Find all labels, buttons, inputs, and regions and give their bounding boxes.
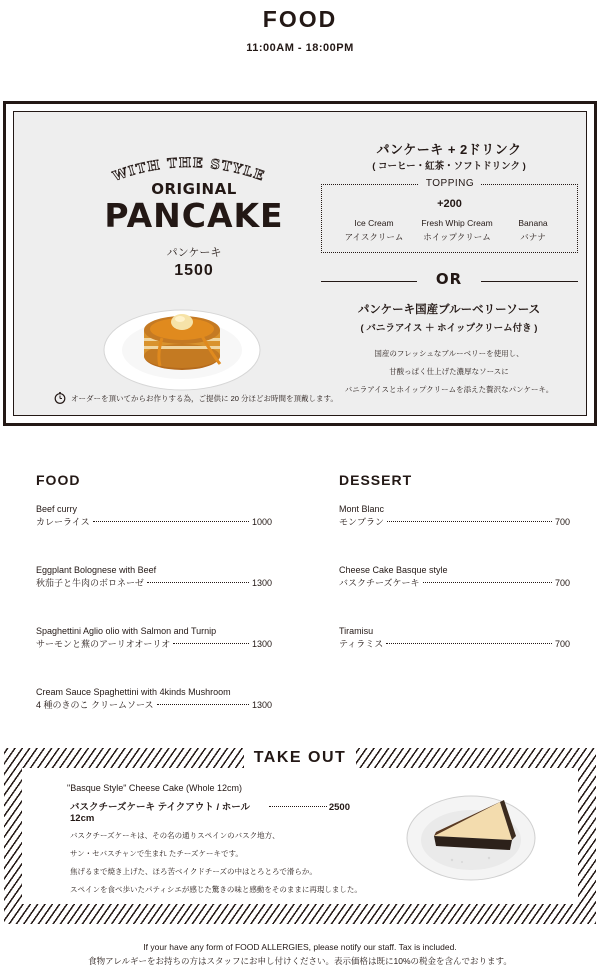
dessert-item — [339, 564, 570, 590]
topping-item-en: Fresh Whip Cream — [421, 218, 493, 228]
item-name-jp: モンブラン — [339, 517, 385, 527]
food-item — [36, 686, 272, 712]
cheesecake-plate-image — [404, 788, 538, 884]
item-name-jp: バスクチーズケーキ — [339, 578, 420, 588]
header-title: FOOD — [262, 6, 338, 32]
topping-item-ice-cream — [329, 216, 419, 244]
takeout-price: 2500 — [328, 802, 350, 813]
or-label: OR — [435, 270, 463, 288]
dot-leader — [269, 806, 327, 807]
topping-item-en: Banana — [518, 218, 548, 228]
topping-item-jp: ホイップクリーム — [423, 232, 491, 242]
item-name-jp: カレーライス — [36, 517, 90, 527]
or-divider-right — [481, 281, 578, 282]
dessert-heading: DESSERT — [339, 472, 413, 488]
topping-item-banana — [488, 216, 578, 244]
food-item — [36, 503, 272, 529]
food-heading: FOOD — [36, 472, 81, 488]
takeout-description — [70, 827, 390, 899]
dot-leader — [387, 521, 552, 522]
allergy-notice-jp: 食物アレルギーをお持ちの方はスタッフにお申し付けください。表示価格は既に10%の税金を含んでおります。 — [88, 956, 512, 966]
pancake-plate-image — [102, 284, 262, 394]
pancake-price: 1500 — [174, 262, 214, 279]
topping-label: TOPPING — [419, 178, 481, 189]
dessert-item — [339, 625, 570, 651]
blueberry-desc-line: 国産のフレッシュなブルーベリーを使用し、 — [374, 349, 524, 358]
item-name-en: Beef curry — [36, 504, 78, 514]
topping-item-jp: バナナ — [520, 232, 546, 242]
allergy-notice-en: If your have any form of FOOD ALLERGIES, please notify our staff. Tax is included. — [143, 942, 457, 952]
item-name-en: Cream Sauce Spaghettini with 4kinds Mushroom — [36, 687, 231, 697]
dot-leader — [157, 704, 249, 705]
food-item — [36, 625, 272, 651]
dot-leader — [386, 643, 552, 644]
takeout-line — [70, 799, 350, 824]
blueberry-title: パンケーキ国産ブルーベリーソース — [357, 304, 541, 316]
takeout-name-jp: バスクチーズケーキ テイクアウト / ホール12cm — [70, 802, 251, 824]
takeout-desc-line: バスクチーズケーキは、その名の通りスペインのバスク地方、 — [70, 831, 280, 840]
item-price: 1000 — [251, 517, 272, 527]
takeout-name-en: "Basque Style" Cheese Cake (Whole 12cm) — [67, 783, 242, 793]
header-hours: 11:00AM - 18:00PM — [246, 42, 354, 54]
dot-leader — [173, 643, 249, 644]
item-name-en: Mont Blanc — [339, 504, 385, 514]
takeout-desc-line: 焦げるまで焼き上げた、ほろ苦ベイクドチーズの中はとろとろで滑らか。 — [70, 867, 317, 876]
footer-note — [0, 940, 600, 966]
or-divider-left — [321, 281, 417, 282]
preparation-notice — [54, 392, 354, 404]
blueberry-subtitle: ( バニラアイス ＋ ホイップクリーム付き ) — [360, 323, 538, 334]
pancake-name: PANCAKE — [104, 196, 284, 235]
food-item — [36, 564, 272, 590]
item-name-en: Eggplant Bolognese with Beef — [36, 565, 157, 575]
dot-leader — [93, 521, 249, 522]
item-price: 1300 — [251, 700, 272, 710]
takeout-desc-line: サン・セバスチャンで生まれ たチーズケーキです。 — [70, 849, 243, 858]
notice-text: オーダーを頂いてからお作りする為，ご提供に 20 分ほどお時間を頂戴します。 — [71, 393, 338, 403]
item-name-jp: 秋茄子と牛肉のボロネーゼ — [36, 578, 144, 588]
clock-icon — [54, 392, 66, 404]
topping-item-jp: アイスクリーム — [344, 232, 404, 242]
blueberry-desc-line: バニラアイスとホイップクリームを添えた贅沢なパンケーキ。 — [344, 385, 554, 394]
pancake-section — [3, 101, 597, 426]
dot-leader — [423, 582, 552, 583]
takeout-desc-line: スペインを食べ歩いたパティシエが感じた驚きの味と感動をそのままに再現しました。 — [70, 885, 362, 894]
pancake-tagline: WITH THE STYLE — [111, 155, 267, 185]
item-price: 700 — [554, 578, 570, 588]
set-subtitle: ( コーヒー・紅茶・ソフトドリンク ) — [372, 161, 526, 172]
item-price: 700 — [554, 639, 570, 649]
pancake-name-jp: パンケーキ — [166, 247, 222, 259]
dessert-item — [339, 503, 570, 529]
set-title: パンケーキ + 2ドリンク — [376, 142, 522, 157]
item-name-jp: ティラミス — [339, 639, 384, 649]
blueberry-desc-line: 甘酸っぱく仕上げた濃厚なソースに — [389, 367, 509, 376]
item-price: 1300 — [251, 639, 272, 649]
pancake-original: ORIGINAL — [151, 180, 237, 198]
item-name-en: Tiramisu — [339, 626, 374, 636]
item-name-jp: サーモンと蕪のアーリオオーリオ — [36, 639, 171, 649]
item-name-en: Cheese Cake Basque style — [339, 565, 448, 575]
item-name-en: Spaghettini Aglio olio with Salmon and Turnip — [36, 626, 217, 636]
dot-leader — [147, 582, 249, 583]
blueberry-description — [327, 345, 571, 399]
pancake-panel — [13, 111, 587, 416]
topping-item-en: Ice Cream — [354, 218, 394, 228]
item-price: 1300 — [251, 578, 272, 588]
takeout-title: TAKE OUT — [253, 749, 347, 766]
item-price: 700 — [554, 517, 570, 527]
item-name-jp: 4 種のきのこ クリームソース — [36, 700, 154, 710]
topping-price: +200 — [437, 198, 462, 210]
